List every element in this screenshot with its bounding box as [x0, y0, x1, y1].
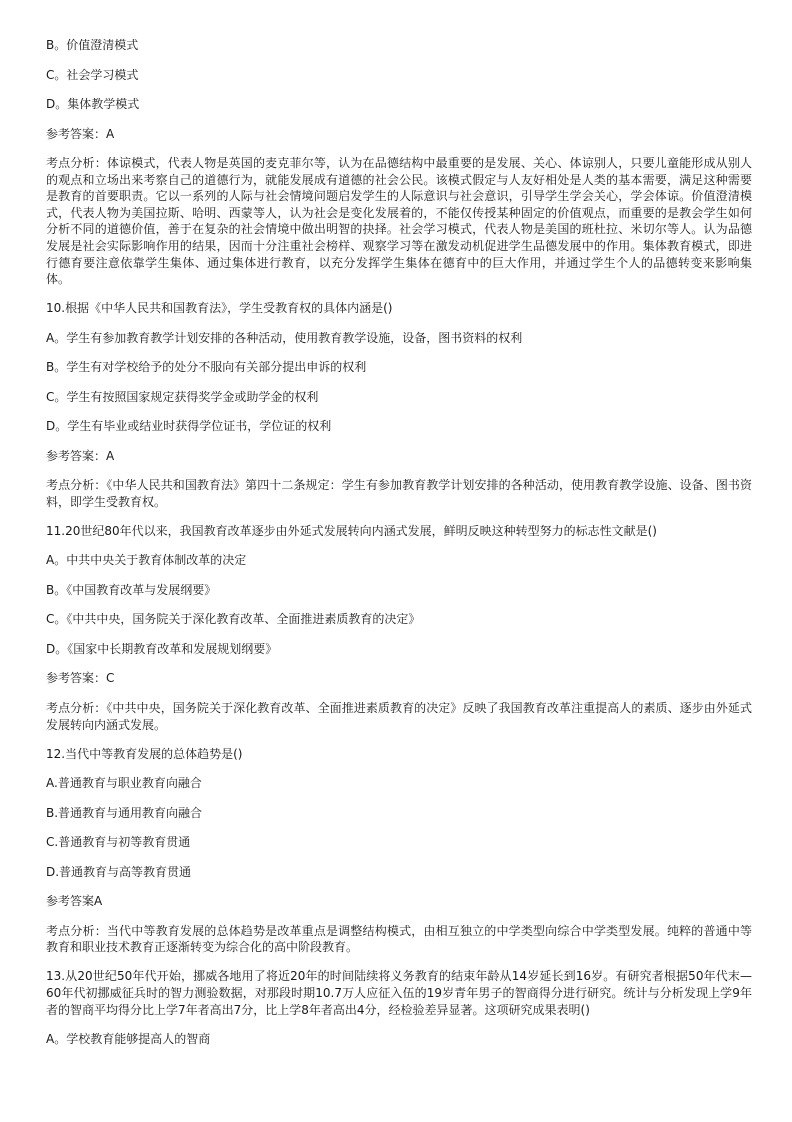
option-c-social-learning: C。社会学习模式 [46, 67, 139, 82]
analysis-q9: 考点分析：体谅模式，代表人物是英国的麦克菲尔等，认为在品德结构中最重要的是发展、关心、体谅别人，只要儿童能形成从别人的观点和立场出来考察自己的道德行为，就能发展成有道德的社会公民。该模式假定与人友好相处是人类的基本需要，满足这种需要是教育的首要职责。它以一系列的人际与社会情境问题启发学生的人际意识与社会意识，引导学生学会关心，学会体谅。价值澄清模式，代表人物为美国拉斯、哈明、西蒙等人，认为社会是变化发展着的，不能仅传授某种固定的价值观点，而重要的是教会学生如何分析不同的道德价值，善于在复杂的社会情境中做出明智的抉择。社会学习模式，代表人物是美国的班杜拉、米切尔等人。认为品德发展是社会实际影响作用的结果，因而十分注重社会榜样、观察学习等在激发动机促进学生品德发展中的作用。集体教育模式，即进行德育要注意依靠学生集体、通过集体进行教育，以充分发挥学生集体在德育中的巨大作用，并通过学生个人的品德转变来影响集体。 [46, 156, 752, 287]
question-10: 10.根据《中华人民共和国教育法》，学生受教育权的具体内涵是() [46, 301, 393, 316]
question-12: 12.当代中等教育发展的总体趋势是() [46, 746, 243, 761]
q10-option-a: A。学生有参加教育教学计划安排的各种活动，使用教育教学设施，设备，图书资料的权利 [46, 330, 523, 345]
question-13: 13.从20世纪50年代开始，挪威各地用了将近20年的时间陆续将义务教育的结束年龄从14岁延长到16岁。有研究者根据50年代末—60年代初挪威征兵时的智力测验数据，对那段时期10.7万人应征入伍的19岁青年男子的智商得分进行研究。统计与分析发现上学9年者的智商平均得分比上学7年者高出7分，比上学8年者高出4分，经检验差异显著。这项研究成果表明() [46, 969, 752, 1017]
q10-option-c: C。学生有按照国家规定获得奖学金或助学金的权利 [46, 389, 319, 404]
q10-option-b: B。学生有对学校给予的处分不服向有关部分提出申诉的权利 [46, 360, 367, 375]
q12-option-d: D.普通教育与高等教育贯通 [46, 864, 192, 879]
answer-q10: 参考答案：A [46, 448, 115, 463]
answer-q9: 参考答案：A [46, 126, 115, 141]
q12-option-b: B.普通教育与通用教育向融合 [46, 805, 203, 820]
question-11: 11.20世纪80年代以来，我国教育改革逐步由外延式发展转向内涵式发展，鲜明反映这种转型努力的标志性文献是() [46, 523, 657, 538]
answer-q11: 参考答案：C [46, 671, 115, 686]
answer-q12: 参考答案A [46, 894, 103, 909]
analysis-q11: 考点分析：《中共中央，国务院关于深化教育改革、全面推进素质教育的决定》反映了我国教育改革注重提高人的素质、逐步由外延式发展转向内涵式发展。 [46, 700, 752, 732]
analysis-q12: 考点分析：当代中等教育发展的总体趋势是改革重点是调整结构模式，由相互独立的中学类型向综合中学类型发展。纯粹的普通中等教育和职业技术教育正逐渐转变为综合化的高中阶段教育。 [46, 923, 752, 955]
q12-option-c: C.普通教育与初等教育贯通 [46, 835, 191, 850]
q11-option-a: A。中共中央关于教育体制改革的决定 [46, 553, 247, 568]
option-d-collective-teaching: D。集体教学模式 [46, 97, 140, 111]
q11-option-d: D。《国家中长期教育改革和发展规划纲要》 [46, 641, 278, 656]
option-b-value-clarification: B。价值澄清模式 [46, 38, 139, 52]
q11-option-c: C。《中共中央，国务院关于深化教育改革、全面推进素质教育的决定》 [46, 612, 421, 627]
analysis-q10: 考点分析：《中华人民共和国教育法》第四十二条规定：学生有参加教育教学计划安排的各种活动，使用教育教学设施、设备、图书资料，即学生受教育权。 [46, 478, 752, 509]
q10-option-d: D。学生有毕业或结业时获得学位证书，学位证的权利 [46, 419, 332, 434]
q11-option-b: B。《中国教育改革与发展纲要》 [46, 582, 217, 597]
q12-option-a: A.普通教育与职业教育向融合 [46, 776, 202, 791]
q13-option-a: A。学校教育能够提高人的智商 [46, 1031, 211, 1046]
